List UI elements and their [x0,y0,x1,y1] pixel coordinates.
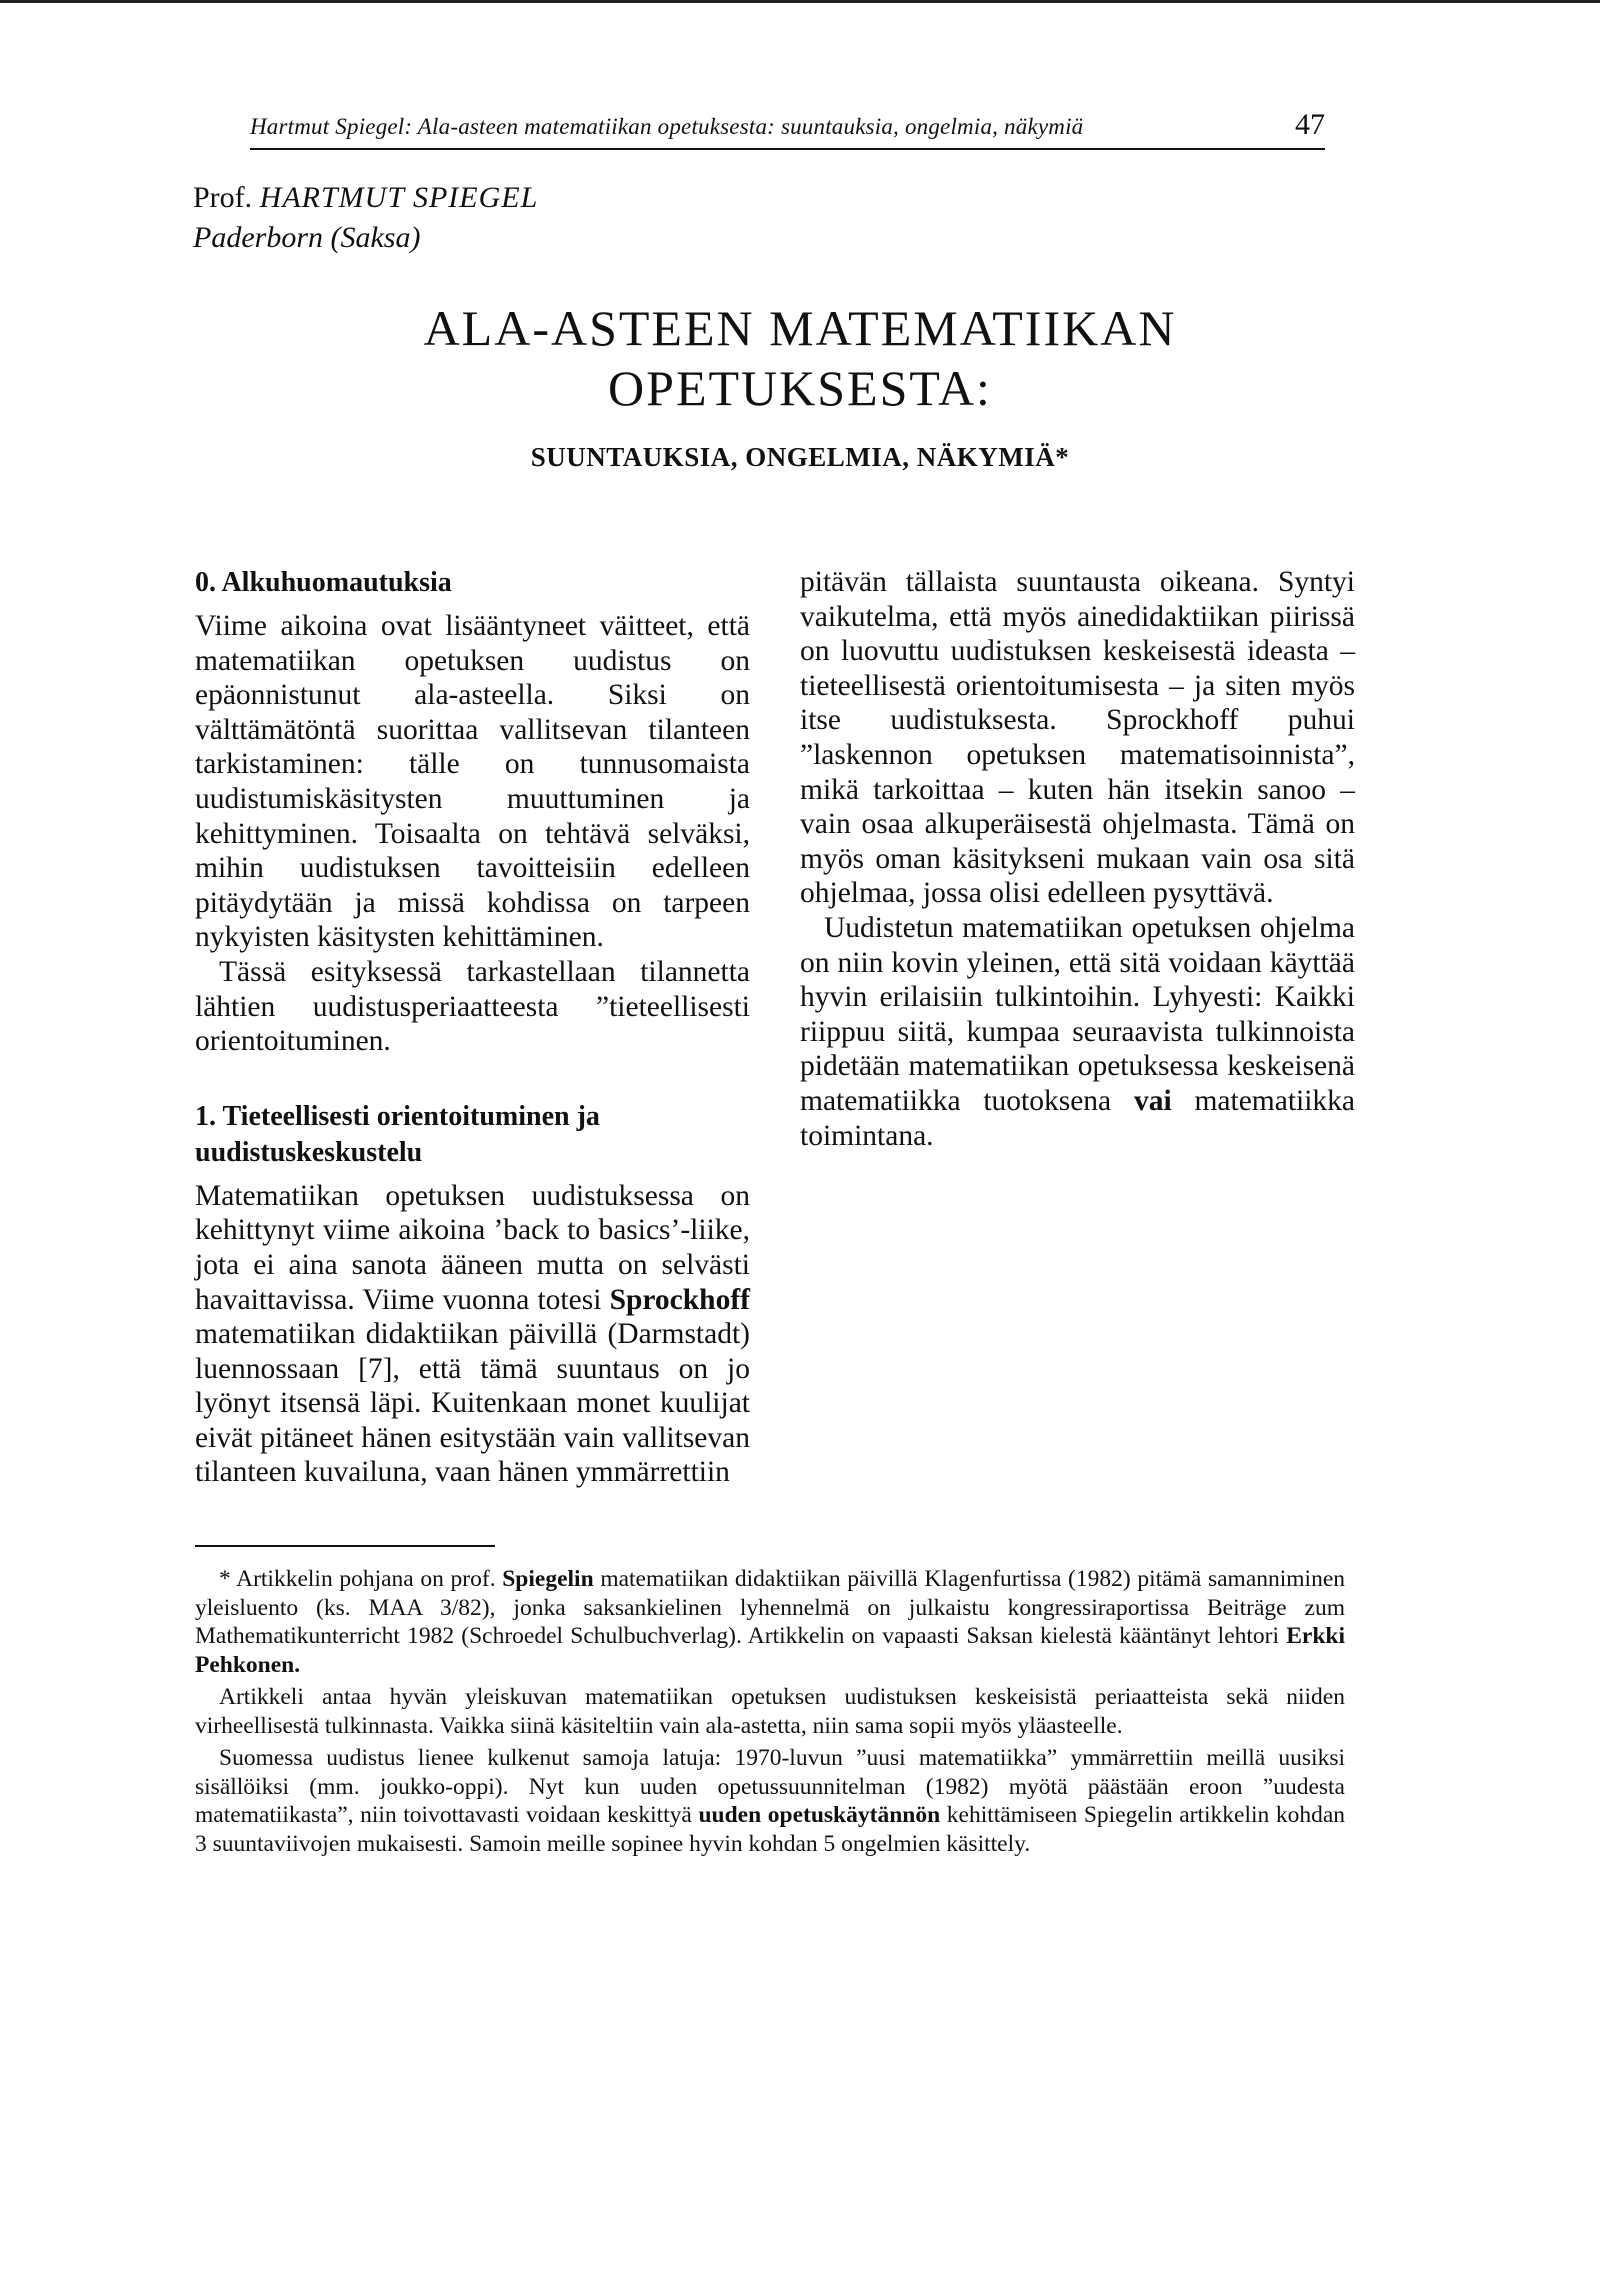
section-1-paragraph-1-start [195,1179,750,1490]
author-name: HARTMUT SPIEGEL [259,181,539,214]
footnote-3-text-b: kehittämiseen Spiegelin artikkelin kohdan 3 suuntaviivojen mukaisesti. Samoin meille sopinee hyvin kohdan 5 ongelmien käsittely. [195,1802,1346,1857]
section-0-heading: 0. Alkuhuomautuksia [195,567,452,598]
section-1-p2-bold-word: vai [1133,1084,1172,1117]
section-1-paragraph-2 [800,911,1355,1153]
left-column [195,565,750,1490]
article-title [190,298,1410,418]
footnote-1-bold-2: Erkki Pehkonen. [195,1623,1345,1678]
section-1-p1-text-b: matematiikan didaktiikan päivillä (Darmstadt) luennossaan [7], että tämä suuntaus on jo lyönyt itsensä läpi. Kuitenkaan monet kuulijat eivät pitäneet hänen esitystään vain vallitsevan tilanteen kuvailuna, vaan hänen ymmärrettiin [195,1318,750,1489]
footnote-3-text-a: Suomessa uudistus lienee kulkenut samoja latuja: 1970-luvun ”uusi matematiikka” ymmärrettiin meillä uusiksi sisällöiksi (mm. joukko-oppi). Nyt kun uuden opetussuunnitelman (1982) myötä päästään eroon ”uudesta matematiikasta”, niin toivottavasti voidaan keskittyä [195,1745,1345,1828]
article-subtitle: SUUNTAUKSIA, ONGELMIA, NÄKYMIÄ* [530,442,1070,472]
section-0-paragraph-2: Tässä esityksessä tarkastellaan tilannetta lähtien uudistusperiaatteesta ”tieteellisesti orientoituminen. [195,955,750,1058]
right-column [800,565,1355,1153]
footnote-2: Artikkeli antaa hyvän yleiskuvan matematiikan opetuksen uudistuksen keskeisistä periaatteista sekä niiden virheellisestä tulkinnasta. Vaikka siinä käsiteltiin vain ala-astetta, niin sama sopii myös yläasteelle. [195,1684,1345,1739]
section-1-heading: 1. Tieteellisesti orientoituminen ja uudistuskeskustelu [195,1100,600,1168]
footnote-3-bold: uuden opetuskäytännön [698,1802,941,1828]
section-1-p1-bold-name: Sprockhoff [609,1283,750,1316]
running-head [250,108,1325,150]
section-1-p2-text-a: Uudistetun matematiikan opetuksen ohjelma on niin kovin yleinen, että sitä voidaan käyttää hyvin erilaisiin tulkintoihin. Lyhyesti: Kaikki riippuu siitä, kumpaa seuraavista tulkinnoista pidetään matematiikan opetuksessa keskeisenä matematiikka tuotoksena [800,911,1355,1117]
author-prefix: Prof. [193,181,253,214]
footnote-1 [195,1565,1345,1679]
running-head-text: Hartmut Spiegel: Ala-asteen matematiikan opetuksesta: suuntauksia, ongelmia, näkymiä [250,114,1084,139]
section-0-paragraph-1: Viime aikoina ovat lisääntyneet väitteet, että matematiikan opetuksen uudistus on epäonnistunut ala-asteella. Siksi on välttämätöntä suorittaa vallitsevan tilanteen tarkistaminen: tälle on tunnusomaista uudistumiskäsitysten muuttuminen ja kehittyminen. Toisaalta on tehtävä selväksi, mihin uudistuksen tavoitteisiin edelleen pitäydytään ja missä kohdissa on tarpeen nykyisten käsitysten kehittäminen. [195,610,750,954]
section-1-p1-text-a: Matematiikan opetuksen uudistuksessa on kehittynyt viime aikoina ’back to basics’-liike, jota ei aina sanota ääneen mutta on selvästi havaittavissa. Viime vuonna totesi [195,1179,750,1316]
section-1-p2-text-b: matematiikka toimintana. [800,1084,1356,1152]
footnote-3 [195,1744,1345,1858]
title-line-2: OPETUKSESTA: [608,360,992,416]
footnote-1-bold-1: Spiegelin [502,1566,594,1592]
page-number: 47 [1295,108,1325,141]
title-line-1: ALA-ASTEEN MATEMATIIKAN [423,300,1177,356]
author-block [193,178,538,258]
section-1-paragraph-1-continued: pitävän tällaista suuntausta oikeana. Syntyi vaikutelma, että myös ainedidaktiikan piirissä on luovuttu uudistuksen keskeisestä ideasta – tieteellisestä orientoitumisesta – ja siten myös itse uudistuksesta. Sprockhoff puhui ”laskennon opetuksen matematisoinnista”, mikä tarkoittaa – kuten hän itsekin sanoo – vain osaa alkuperäisestä ohjelmasta. Tämä on myös oman käsitykseni mukaan vain osa sitä ohjelmaa, jossa olisi edelleen pysyttävä. [800,566,1355,910]
author-affiliation: Paderborn (Saksa) [193,221,421,254]
footnote-1-text-b: matematiikan didaktiikan päivillä Klagenfurtissa (1982) pitämä samanniminen yleisluento (ks. MAA 3/82), jonka saksankielinen lyhennelmä on julkaistu kongressiraportissa Beiträge zum Mathematikunterricht 1982 (Schroedel Schulbuchverlag). Artikkelin on vapaasti Saksan kielestä kääntänyt lehtori [195,1566,1346,1649]
top-rule [0,0,1600,3]
author-line [193,178,538,218]
footnotes [195,1565,1345,1862]
footnote-1-text-a: * Artikkelin pohjana on prof. [219,1566,496,1592]
footnote-rule [195,1545,495,1547]
